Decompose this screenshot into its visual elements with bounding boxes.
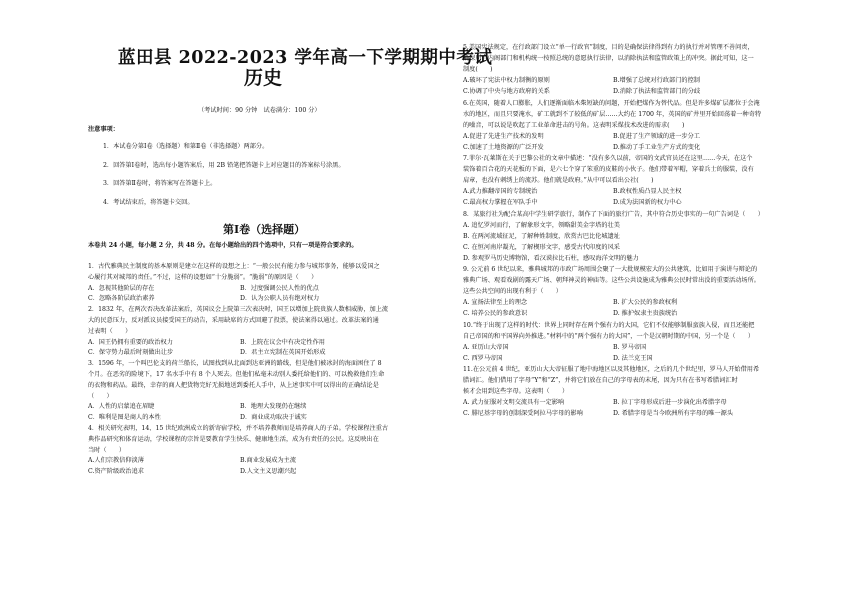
question-text-line: （ ）	[88, 392, 113, 400]
question-text-line: 7.菲尔·瓦莱斯在关于巴黎公社的文章中描述：“没有多久以前，帝国的文武官员还在这里……今天，在这个	[463, 155, 753, 162]
answer-option: B．地理大发现仍在继续	[240, 403, 307, 411]
exam-subject: 历史	[244, 67, 283, 89]
question-text-line: 过表明（ ）	[88, 327, 132, 335]
question-text-line: 心履行其对城邦的责任。”不过，这样的设想如“十分脆弱”。“脆弱”的原因是（ ）	[88, 273, 318, 281]
answer-option: D.推动了手工业生产方式的变化	[613, 143, 701, 151]
exam-meta: （考试时间：90 分钟 试卷满分：100 分）	[198, 107, 321, 114]
notice-item: 2．回答第Ⅰ卷时，选出每小题答案后，用 2B 铅笔把答题卡上对应题目的答案标号涂黑。	[103, 161, 345, 169]
question-text-line: 雅典广场、观看戏剧的露天广场、朝拜神灵的神庙等。这些公共设施成为雅典公民时常出没的重要活动场所。	[463, 277, 760, 285]
answer-option: C.最高权力掌握在军队手中	[463, 199, 538, 207]
answer-option: D. 法兰克王国	[613, 354, 653, 362]
answer-option: C.资产阶级政治追求	[88, 468, 144, 476]
answer-option: B. 拉丁字母形成后进一步演化出希腊字母	[613, 399, 727, 407]
notice-heading: 注意事项：	[88, 126, 119, 133]
answer-option: B.增强了总统对行政部门的控制	[613, 77, 700, 85]
notice-item: 4．考试结束后，将答题卡交回。	[103, 198, 194, 206]
answer-option: C．忽略各阶层政治素养	[88, 295, 155, 303]
answer-option: B. 在两河流域征足，了解种姓制度，欣赏古巴比伦城遗址	[463, 232, 620, 240]
answer-option: C．保守势力最后时刻做出让步	[88, 349, 174, 357]
question-text-line: 水的地区，而且只要淹水，矿工就到不了较低的矿层……大约在 1700 年，英国的矿井里开始回荡着一种奇特	[463, 110, 762, 118]
answer-option: B. 罗马帝国	[613, 343, 647, 351]
answer-option: A.促进了先进生产技术的发明	[463, 132, 544, 140]
question-text-line: 的衣物和药品。最终，幸存的商人把货物完好无损地送到委托人手中，从上述事实中可以得出的正确结论是	[88, 381, 379, 389]
answer-option: A.破坏了宪法中权力制衡的原则	[463, 77, 550, 85]
question-text-line: 肩章，也没有刺绣上的流苏。他们就是政府。”从中可以看出公社( )	[463, 177, 654, 185]
answer-option: C．唯利是图是商人的本性	[88, 414, 161, 422]
answer-option: B.政权性质凸显人民主权	[613, 188, 682, 196]
question-text-line: 腊词汇。他们借用了字母“Y”和“Z”，并将它们放在自己的字母表的末尾，因为只有在书写希腊词汇时	[463, 377, 738, 384]
question-text-line: 确保所有内阁部门和机构统一按照总统的意愿执行法律，以消除执法和监管政策上的冲突。据此可知，这一	[463, 55, 754, 63]
answer-option: B．过度强调公民人性的优点	[240, 284, 319, 292]
question-text-line: 4．相关研究表明，14、15 世纪欧洲成立的新寄宿学校，并不培养教师而是培养商人的子弟。学校课程注重古	[88, 425, 389, 432]
question-text-line: 10.“终于出现了这样的时代：世界上同时存在两个强有力的大国，它们不仅能够制服蛮族入侵，而且还能把	[463, 321, 755, 329]
answer-option: D. 参观罗马历史博物馆，看汉谟拉比石柱，感叹海洋文明的魅力	[463, 254, 639, 262]
answer-option: C. 在恒河南岸凝光，了解楔形文字，感受古代印度的风采	[463, 243, 620, 251]
question-text-line: 个月。在恶劣的险境下，17 名水手中有 8 个人死去。但他们私毫未动别人委托给他们的、可以挽救他们生命	[88, 371, 385, 378]
answer-option: C.协调了中央与地方政府的关系	[463, 88, 550, 96]
section-title: 第Ⅰ卷（选择题）	[223, 223, 306, 236]
question-text-line: 当时（ ）	[88, 446, 126, 454]
answer-option: A. 追忆罗河而行，了解象形文字，领略甜美金字塔的壮美	[463, 221, 620, 229]
answer-option: A. 亚历山大帝国	[463, 343, 509, 351]
answer-option: A．国王仍拥有重要的政治权力	[88, 338, 173, 346]
question-text-line: 的噪音，可以说是吹起了工业革命进击的号角。这表明采煤技术改进的需求( )	[463, 121, 685, 129]
answer-option: A.人们宗教信仰淡薄	[88, 457, 144, 465]
exam-title: 蓝田县 2022-2023 学年高一下学期期中考试	[118, 48, 493, 68]
question-text-line: 制度( )	[463, 66, 493, 74]
question-text-line: 2．1832 年，在两次否决改革法案后，英国议会上院第三次表决时，国王以增加上院贵族人数相威胁，加上流	[88, 306, 389, 314]
question-text-line: 8．某旅行社为配合某高中学生研学旅行，制作了下面的旅行广告，其中符合历史事实的一句广告词是（ ）	[463, 210, 764, 218]
answer-option: A. 武力征服对文明交流具有一定影响	[463, 399, 565, 407]
answer-option: D．商业成功取决于诚实	[240, 414, 307, 422]
question-text-line: 9. 公元前 6 世纪以来，雅典城邦的市政广场周围会聚了一大批规模宏大的公共建筑，比如用于演讲与辩论的	[463, 266, 758, 273]
question-text-line: 3．1596 年，一个叫巴伦支的荷兰船长，试图找到从北面到达亚洲的路线，但是他们被冰封的海面困住了 8	[88, 360, 382, 368]
answer-option: D. 希腊字母是当今欧洲所有字母的唯一源头	[613, 410, 734, 418]
answer-option: A．人性的启蒙追在眉睫	[88, 403, 155, 411]
question-text-line: 1．古代雅典民主制度的基本原则是建立在这样的设想之上：“一般公民有能力参与城邦事务，能够以爱国之	[88, 263, 380, 270]
question-text-line: 装饰着百合花的天花板的下面，是六七个穿了笨重的皮鞋的小伙子。他们带着军帽，穿着兵士的服装，没有	[463, 166, 754, 174]
section-intro: 本卷共 24 小题，每小题 2 分，共 48 分。在每小题给出的四个选项中，只有一项是符合要求的。	[88, 242, 358, 249]
answer-option: C. 腓尼基字母的创制深受阿拉马字母的影响	[463, 410, 583, 418]
question-text-line: 11.在公元前 4 世纪，亚历山大大帝征服了地中海地区以及其他地区，之后的几个世纪里，罗马人开始借用希	[463, 365, 760, 373]
answer-option: D. 推护奴隶主贵族统治	[613, 310, 678, 318]
answer-option: C.加速了土地资源的广泛开发	[463, 143, 544, 151]
answer-option: D.消除了执法和监管部门的分歧	[613, 88, 701, 96]
question-text-line: 典作品研究和体育运动，学校课程的宗旨是要教育学生快乐、健康地生活，成为有责任的公民。这反映出在	[88, 435, 379, 443]
answer-option: B.商业发展成为主流	[240, 457, 297, 465]
answer-option: B. 扩大公民的参政权利	[613, 299, 678, 307]
answer-option: A．忽视其他阶层的存在	[88, 284, 155, 292]
notice-item: 1．本试卷分第Ⅰ卷（选择题）和第Ⅱ卷（非选择题）两部分。	[103, 143, 269, 150]
answer-option: A. 宣扬法律至上的理念	[463, 299, 528, 307]
answer-option: B.促进了生产领域的进一步分工	[613, 132, 700, 140]
notice-item: 3．回答第Ⅱ卷时，将答案写在答题卡上。	[103, 180, 217, 187]
question-text-line: 5.美国宪法规定，在行政部门设立“单一行政官”制度，目的是确保法律得到有力的执行并对管理不善问责，	[463, 44, 754, 51]
question-text-line: 候才会用到这些字母。这表明（ ）	[463, 388, 569, 396]
answer-option: D.成为法国新的权力中心	[613, 199, 682, 207]
answer-option: C. 培养公民的参政意识	[463, 310, 528, 318]
question-text-line: 6.在英国，随着人口膨胀，人们逐渐面临木柴短缺的问题，开始把煤作为替代品。但是许多煤矿层都位于会淹	[463, 99, 760, 107]
answer-option: B．上院在议会中有决定性作用	[240, 338, 325, 346]
question-text-line: 自己帝国的和平国界向外推进。”材料中的“两个强有力的大国”，一个是汉朝时期的中国，另一个是（ ）	[463, 332, 755, 340]
answer-option: D.人文主义思潮兴起	[240, 468, 297, 476]
question-text-line: 这些公共空间的出现有利于（ ）	[463, 288, 562, 296]
answer-option: A.武力推翻帝国的专制统治	[463, 188, 538, 196]
answer-option: D．认为公职人员有绝对权力	[240, 295, 320, 303]
answer-option: C. 西罗马帝国	[463, 354, 503, 362]
answer-option: D．君主立宪制在英国开始形成	[240, 349, 326, 357]
question-text-line: 大的民意压力，反对派议员接受国王的动告，采用缺席的方式回避了投票，使法案得以通过。改革法案的通	[88, 317, 379, 324]
